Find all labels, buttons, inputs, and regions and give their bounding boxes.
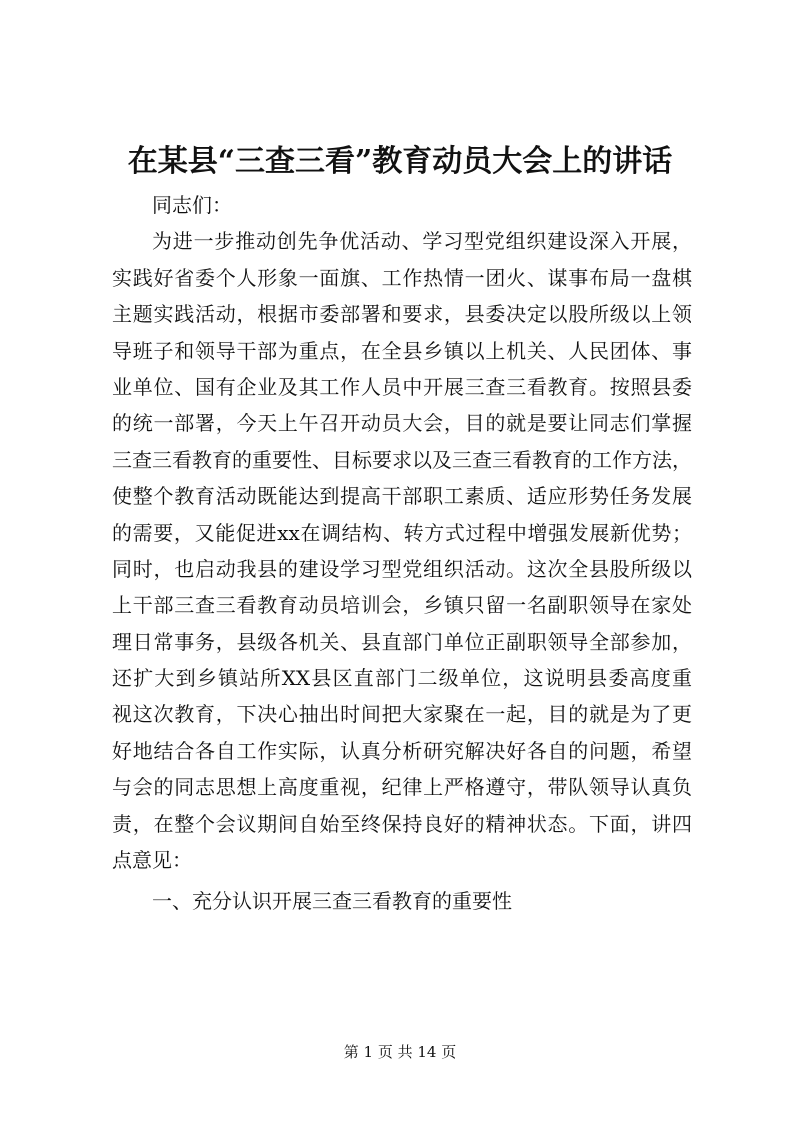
paragraph-line: 的需要，又能促进xx在调结构、转方式过程中增强发展新优势； — [112, 520, 692, 545]
paragraph-line: 点意见： — [112, 848, 192, 873]
document-title: 在某县“三查三看”教育动员大会上的讲话 — [127, 144, 673, 179]
paragraph-line: 理日常事务，县级各机关、县直部门单位正副职领导全部参加， — [112, 629, 692, 654]
paragraph-line: 的统一部署，今天上午召开动员大会，目的就是要让同志们掌握 — [112, 411, 692, 436]
paragraph-line: 与会的同志思想上高度重视，纪律上严格遵守，带队领导认真负 — [112, 775, 692, 800]
section-heading: 一、充分认识开展三查三看教育的重要性 — [152, 889, 512, 914]
paragraph-line: 业单位、国有企业及其工作人员中开展三查三看教育。按照县委 — [112, 374, 692, 399]
paragraph-line: 使整个教育活动既能达到提高干部职工素质、适应形势任务发展 — [112, 484, 692, 509]
salutation: 同志们： — [152, 193, 232, 217]
paragraph-line: 同时，也启动我县的建设学习型党组织活动。这次全县股所级以 — [112, 556, 692, 581]
paragraph-line: 实践好省委个人形象一面旗、工作热情一团火、谋事布局一盘棋 — [112, 265, 692, 290]
paragraph-line: 为进一步推动创先争优活动、学习型党组织建设深入开展， — [152, 229, 692, 254]
document-body — [112, 187, 692, 920]
paragraph-line: 好地结合各自工作实际，认真分析研究解决好各自的问题，希望 — [112, 738, 692, 763]
paragraph-line: 上干部三查三看教育动员培训会，乡镇只留一名副职领导在家处 — [112, 593, 692, 618]
paragraph-line: 主题实践活动，根据市委部署和要求，县委决定以股所级以上领 — [112, 302, 692, 327]
page-number-footer: 第 1 页 共 14 页 — [343, 1043, 457, 1061]
paragraph-line: 视这次教育，下决心抽出时间把大家聚在一起，目的就是为了更 — [112, 702, 692, 727]
paragraph-line: 还扩大到乡镇站所XX县区直部门二级单位，这说明县委高度重 — [112, 666, 692, 691]
paragraph-line: 三查三看教育的重要性、目标要求以及三查三看教育的工作方法， — [112, 447, 692, 472]
paragraph-line: 责，在整个会议期间自始至终保持良好的精神状态。下面，讲四 — [112, 811, 692, 836]
paragraph-line: 导班子和领导干部为重点，在全县乡镇以上机关、人民团体、事 — [112, 338, 692, 363]
